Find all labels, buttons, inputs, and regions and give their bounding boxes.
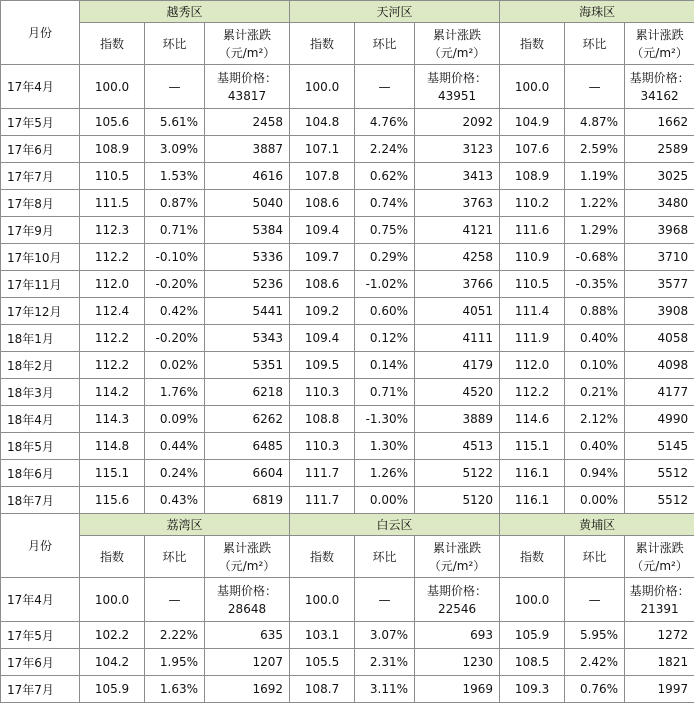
cumulative-change-label: 累计涨跌 — [635, 540, 684, 555]
mom-cell: 4.76% — [355, 109, 415, 136]
index-cell: 111.4 — [500, 298, 565, 325]
cumulative-change-cell: 2092 — [415, 109, 500, 136]
mom-cell: 0.88% — [565, 298, 625, 325]
mom-cell: 0.62% — [355, 163, 415, 190]
cumulative-change-cell: 635 — [205, 622, 290, 649]
cumulative-change-cell: 3763 — [415, 190, 500, 217]
mom-dash-cell: — — [145, 578, 205, 622]
mom-cell: 0.60% — [355, 298, 415, 325]
cumulative-change-cell: 3480 — [625, 190, 694, 217]
cumulative-change-cell: 5122 — [415, 460, 500, 487]
cumulative-change-cell: 3577 — [625, 271, 694, 298]
index-cell: 109.2 — [290, 298, 355, 325]
column-header-row — [1, 23, 694, 65]
index-cell: 108.6 — [290, 190, 355, 217]
cumulative-change-cell: 4990 — [625, 406, 694, 433]
index-header: 指数 — [80, 23, 145, 65]
district-header-row — [1, 514, 694, 536]
month-cell: 18年7月 — [1, 487, 80, 514]
mom-cell: 0.40% — [565, 433, 625, 460]
index-cell: 110.5 — [500, 271, 565, 298]
base-price-value: 21391 — [640, 601, 679, 616]
index-cell: 110.3 — [290, 433, 355, 460]
cumulative-change-cell: 6218 — [205, 379, 290, 406]
mom-cell: 0.42% — [145, 298, 205, 325]
mom-cell: 5.95% — [565, 622, 625, 649]
index-cell: 107.1 — [290, 136, 355, 163]
cumulative-change-cell: 3887 — [205, 136, 290, 163]
base-price-cell — [205, 65, 290, 109]
table-row — [1, 622, 694, 649]
cumulative-change-cell: 4121 — [415, 217, 500, 244]
mom-cell: 1.63% — [145, 676, 205, 703]
base-period-row — [1, 578, 694, 622]
index-cell: 109.4 — [290, 325, 355, 352]
cumulative-change-cell: 5336 — [205, 244, 290, 271]
month-cell: 18年2月 — [1, 352, 80, 379]
cumulative-change-label: 累计涨跌 — [433, 27, 482, 42]
index-cell: 112.0 — [80, 271, 145, 298]
index-cell: 116.1 — [500, 460, 565, 487]
base-period-row — [1, 65, 694, 109]
cumulative-change-cell: 1662 — [625, 109, 694, 136]
cumulative-change-cell: 1207 — [205, 649, 290, 676]
month-cell: 17年8月 — [1, 190, 80, 217]
cumulative-change-cell: 5512 — [625, 487, 694, 514]
base-price-cell — [625, 578, 694, 622]
month-cell: 17年4月 — [1, 65, 80, 109]
month-cell: 17年9月 — [1, 217, 80, 244]
index-cell: 105.5 — [290, 649, 355, 676]
table-row — [1, 433, 694, 460]
cumulative-change-cell: 4177 — [625, 379, 694, 406]
mom-cell: 3.09% — [145, 136, 205, 163]
month-cell: 18年6月 — [1, 460, 80, 487]
mom-cell: 0.00% — [565, 487, 625, 514]
cumulative-change-cell: 693 — [415, 622, 500, 649]
cumulative-change-header — [205, 536, 290, 578]
month-cell: 17年6月 — [1, 649, 80, 676]
base-price-value: 43951 — [437, 88, 477, 103]
index-cell: 111.6 — [500, 217, 565, 244]
index-cell: 112.4 — [80, 298, 145, 325]
index-cell: 112.3 — [80, 217, 145, 244]
cumulative-change-cell: 4058 — [625, 325, 694, 352]
index-cell: 111.9 — [500, 325, 565, 352]
mom-cell: 0.09% — [145, 406, 205, 433]
table-row — [1, 460, 694, 487]
index-cell: 107.6 — [500, 136, 565, 163]
base-price-value: 28648 — [227, 601, 267, 616]
month-cell: 17年10月 — [1, 244, 80, 271]
month-cell: 18年1月 — [1, 325, 80, 352]
index-header: 指数 — [290, 23, 355, 65]
mom-dash-cell: — — [565, 65, 625, 109]
index-cell: 108.7 — [290, 676, 355, 703]
mom-cell: 1.29% — [565, 217, 625, 244]
cumulative-change-cell: 3889 — [415, 406, 500, 433]
cumulative-change-cell: 3766 — [415, 271, 500, 298]
index-cell: 110.3 — [290, 379, 355, 406]
cumulative-change-label: 累计涨跌 — [223, 540, 272, 555]
index-cell: 112.0 — [500, 352, 565, 379]
mom-cell: 0.71% — [355, 379, 415, 406]
index-cell: 108.5 — [500, 649, 565, 676]
cumulative-change-cell: 4520 — [415, 379, 500, 406]
index-header: 指数 — [500, 23, 565, 65]
mom-cell: 1.22% — [565, 190, 625, 217]
index-cell: 108.9 — [500, 163, 565, 190]
mom-cell: 0.21% — [565, 379, 625, 406]
index-cell: 105.6 — [80, 109, 145, 136]
mom-dash-cell: — — [565, 578, 625, 622]
mom-cell: 0.02% — [145, 352, 205, 379]
cumulative-change-unit: （元/m²） — [428, 558, 486, 573]
base-price-value: 34162 — [640, 88, 679, 103]
index-cell: 115.1 — [500, 433, 565, 460]
mom-dash-cell: — — [355, 65, 415, 109]
mom-cell: 2.31% — [355, 649, 415, 676]
index-cell: 104.9 — [500, 109, 565, 136]
index-cell: 109.4 — [290, 217, 355, 244]
table-row — [1, 271, 694, 298]
cumulative-change-cell: 4513 — [415, 433, 500, 460]
month-column-header: 月份 — [1, 1, 80, 65]
month-cell: 17年11月 — [1, 271, 80, 298]
mom-cell: 2.42% — [565, 649, 625, 676]
index-cell: 114.6 — [500, 406, 565, 433]
index-cell: 108.6 — [290, 271, 355, 298]
cumulative-change-cell: 3025 — [625, 163, 694, 190]
cumulative-change-cell: 2458 — [205, 109, 290, 136]
cumulative-change-unit: （元/m²） — [631, 45, 688, 60]
base-price-label: 基期价格： — [217, 583, 278, 598]
index-cell: 110.5 — [80, 163, 145, 190]
index-cell: 105.9 — [500, 622, 565, 649]
mom-cell: 0.74% — [355, 190, 415, 217]
index-cell: 110.2 — [500, 190, 565, 217]
table-row — [1, 649, 694, 676]
index-cell: 109.5 — [290, 352, 355, 379]
cumulative-change-cell: 5343 — [205, 325, 290, 352]
index-cell: 112.2 — [80, 244, 145, 271]
month-cell: 17年7月 — [1, 676, 80, 703]
mom-cell: 1.53% — [145, 163, 205, 190]
cumulative-change-unit: （元/m²） — [218, 45, 276, 60]
index-cell: 100.0 — [290, 578, 355, 622]
base-price-label: 基期价格： — [629, 70, 690, 85]
mom-header: 环比 — [145, 536, 205, 578]
index-cell: 115.1 — [80, 460, 145, 487]
index-cell: 111.7 — [290, 460, 355, 487]
cumulative-change-cell: 5040 — [205, 190, 290, 217]
index-cell: 100.0 — [80, 65, 145, 109]
table-row — [1, 298, 694, 325]
cumulative-change-header — [205, 23, 290, 65]
index-cell: 108.8 — [290, 406, 355, 433]
table-row — [1, 676, 694, 703]
index-header: 指数 — [290, 536, 355, 578]
index-cell: 112.2 — [80, 352, 145, 379]
mom-cell: 2.12% — [565, 406, 625, 433]
cumulative-change-unit: （元/m²） — [631, 558, 688, 573]
district-header-row — [1, 1, 694, 23]
base-price-label: 基期价格： — [217, 70, 278, 85]
index-cell: 107.8 — [290, 163, 355, 190]
base-price-cell — [205, 578, 290, 622]
mom-header: 环比 — [355, 23, 415, 65]
cumulative-change-cell: 6262 — [205, 406, 290, 433]
mom-header: 环比 — [145, 23, 205, 65]
base-price-label: 基期价格： — [427, 583, 488, 598]
mom-cell: -0.35% — [565, 271, 625, 298]
cumulative-change-header — [415, 536, 500, 578]
district-name: 白云区 — [290, 514, 500, 536]
table-row — [1, 163, 694, 190]
cumulative-change-cell: 4616 — [205, 163, 290, 190]
index-cell: 114.3 — [80, 406, 145, 433]
cumulative-change-cell: 5441 — [205, 298, 290, 325]
mom-cell: -1.30% — [355, 406, 415, 433]
cumulative-change-cell: 4051 — [415, 298, 500, 325]
cumulative-change-unit: （元/m²） — [218, 558, 276, 573]
mom-cell: -1.02% — [355, 271, 415, 298]
mom-cell: 2.59% — [565, 136, 625, 163]
table-row — [1, 379, 694, 406]
mom-cell: 0.24% — [145, 460, 205, 487]
mom-cell: 2.22% — [145, 622, 205, 649]
cumulative-change-label: 累计涨跌 — [433, 540, 482, 555]
index-cell: 100.0 — [500, 578, 565, 622]
cumulative-change-cell: 1969 — [415, 676, 500, 703]
cumulative-change-label: 累计涨跌 — [223, 27, 272, 42]
base-price-cell — [415, 578, 500, 622]
index-cell: 114.2 — [80, 379, 145, 406]
cumulative-change-cell: 6819 — [205, 487, 290, 514]
index-cell: 109.3 — [500, 676, 565, 703]
index-cell: 109.7 — [290, 244, 355, 271]
index-cell: 100.0 — [290, 65, 355, 109]
cumulative-change-cell: 5236 — [205, 271, 290, 298]
month-cell: 18年4月 — [1, 406, 80, 433]
mom-cell: 3.11% — [355, 676, 415, 703]
table-row — [1, 406, 694, 433]
mom-cell: -0.20% — [145, 325, 205, 352]
cumulative-change-cell: 6485 — [205, 433, 290, 460]
cumulative-change-header — [625, 23, 694, 65]
index-header: 指数 — [80, 536, 145, 578]
cumulative-change-cell: 3710 — [625, 244, 694, 271]
mom-cell: 1.26% — [355, 460, 415, 487]
mom-header: 环比 — [565, 23, 625, 65]
index-cell: 111.7 — [290, 487, 355, 514]
mom-cell: 4.87% — [565, 109, 625, 136]
mom-cell: 1.19% — [565, 163, 625, 190]
cumulative-change-header — [415, 23, 500, 65]
mom-cell: 0.87% — [145, 190, 205, 217]
mom-header: 环比 — [565, 536, 625, 578]
cumulative-change-cell: 4098 — [625, 352, 694, 379]
index-cell: 111.5 — [80, 190, 145, 217]
mom-cell: 0.44% — [145, 433, 205, 460]
base-price-label: 基期价格： — [427, 70, 488, 85]
cumulative-change-cell: 5120 — [415, 487, 500, 514]
month-cell: 17年5月 — [1, 622, 80, 649]
index-cell: 116.1 — [500, 487, 565, 514]
index-cell: 104.2 — [80, 649, 145, 676]
cumulative-change-cell: 3123 — [415, 136, 500, 163]
index-cell: 103.1 — [290, 622, 355, 649]
index-cell: 110.9 — [500, 244, 565, 271]
table-row — [1, 109, 694, 136]
table-row — [1, 244, 694, 271]
cumulative-change-cell: 5384 — [205, 217, 290, 244]
index-cell: 112.2 — [500, 379, 565, 406]
cumulative-change-cell: 3413 — [415, 163, 500, 190]
mom-cell: 5.61% — [145, 109, 205, 136]
index-cell: 104.8 — [290, 109, 355, 136]
base-price-value: 22546 — [437, 601, 477, 616]
cumulative-change-cell: 1821 — [625, 649, 694, 676]
mom-cell: 2.24% — [355, 136, 415, 163]
cumulative-change-cell: 1230 — [415, 649, 500, 676]
index-cell: 115.6 — [80, 487, 145, 514]
month-cell: 18年5月 — [1, 433, 80, 460]
table-row — [1, 487, 694, 514]
base-price-value: 43817 — [227, 88, 267, 103]
district-name: 海珠区 — [500, 1, 694, 23]
mom-cell: 1.76% — [145, 379, 205, 406]
cumulative-change-cell: 5145 — [625, 433, 694, 460]
cumulative-change-label: 累计涨跌 — [635, 27, 684, 42]
index-cell: 114.8 — [80, 433, 145, 460]
table-row — [1, 190, 694, 217]
month-cell: 17年12月 — [1, 298, 80, 325]
cumulative-change-cell: 4179 — [415, 352, 500, 379]
month-cell: 17年4月 — [1, 578, 80, 622]
mom-cell: 0.29% — [355, 244, 415, 271]
mom-dash-cell: — — [145, 65, 205, 109]
mom-cell: 3.07% — [355, 622, 415, 649]
cumulative-change-unit: （元/m²） — [428, 45, 486, 60]
month-cell: 17年7月 — [1, 163, 80, 190]
table-row — [1, 352, 694, 379]
cumulative-change-cell: 1272 — [625, 622, 694, 649]
mom-cell: -0.68% — [565, 244, 625, 271]
mom-cell: 0.75% — [355, 217, 415, 244]
cumulative-change-cell: 3908 — [625, 298, 694, 325]
district-name: 天河区 — [290, 1, 500, 23]
index-cell: 100.0 — [80, 578, 145, 622]
district-name: 荔湾区 — [80, 514, 290, 536]
district-name: 黄埔区 — [500, 514, 694, 536]
cumulative-change-cell: 5512 — [625, 460, 694, 487]
mom-cell: -0.10% — [145, 244, 205, 271]
month-cell: 18年3月 — [1, 379, 80, 406]
cumulative-change-cell: 6604 — [205, 460, 290, 487]
index-cell: 102.2 — [80, 622, 145, 649]
index-header: 指数 — [500, 536, 565, 578]
cumulative-change-cell: 5351 — [205, 352, 290, 379]
table-row — [1, 217, 694, 244]
table-row — [1, 325, 694, 352]
cumulative-change-cell: 2589 — [625, 136, 694, 163]
district-name: 越秀区 — [80, 1, 290, 23]
mom-cell: 1.30% — [355, 433, 415, 460]
cumulative-change-cell: 4258 — [415, 244, 500, 271]
mom-cell: 0.00% — [355, 487, 415, 514]
mom-cell: 1.95% — [145, 649, 205, 676]
index-cell: 108.9 — [80, 136, 145, 163]
mom-cell: 0.14% — [355, 352, 415, 379]
cumulative-change-cell: 3968 — [625, 217, 694, 244]
index-cell: 105.9 — [80, 676, 145, 703]
base-price-label: 基期价格： — [629, 583, 690, 598]
mom-cell: 0.43% — [145, 487, 205, 514]
index-cell: 100.0 — [500, 65, 565, 109]
mom-cell: 0.94% — [565, 460, 625, 487]
mom-cell: 0.10% — [565, 352, 625, 379]
mom-cell: 0.12% — [355, 325, 415, 352]
mom-cell: 0.40% — [565, 325, 625, 352]
cumulative-change-cell: 4111 — [415, 325, 500, 352]
mom-header: 环比 — [355, 536, 415, 578]
month-column-header: 月份 — [1, 514, 80, 578]
mom-cell: 0.76% — [565, 676, 625, 703]
table-row — [1, 136, 694, 163]
mom-cell: -0.20% — [145, 271, 205, 298]
month-cell: 17年5月 — [1, 109, 80, 136]
base-price-cell — [415, 65, 500, 109]
index-cell: 112.2 — [80, 325, 145, 352]
base-price-cell — [625, 65, 694, 109]
cumulative-change-cell: 1997 — [625, 676, 694, 703]
mom-dash-cell: — — [355, 578, 415, 622]
column-header-row — [1, 536, 694, 578]
cumulative-change-header — [625, 536, 694, 578]
mom-cell: 0.71% — [145, 217, 205, 244]
cumulative-change-cell: 1692 — [205, 676, 290, 703]
month-cell: 17年6月 — [1, 136, 80, 163]
